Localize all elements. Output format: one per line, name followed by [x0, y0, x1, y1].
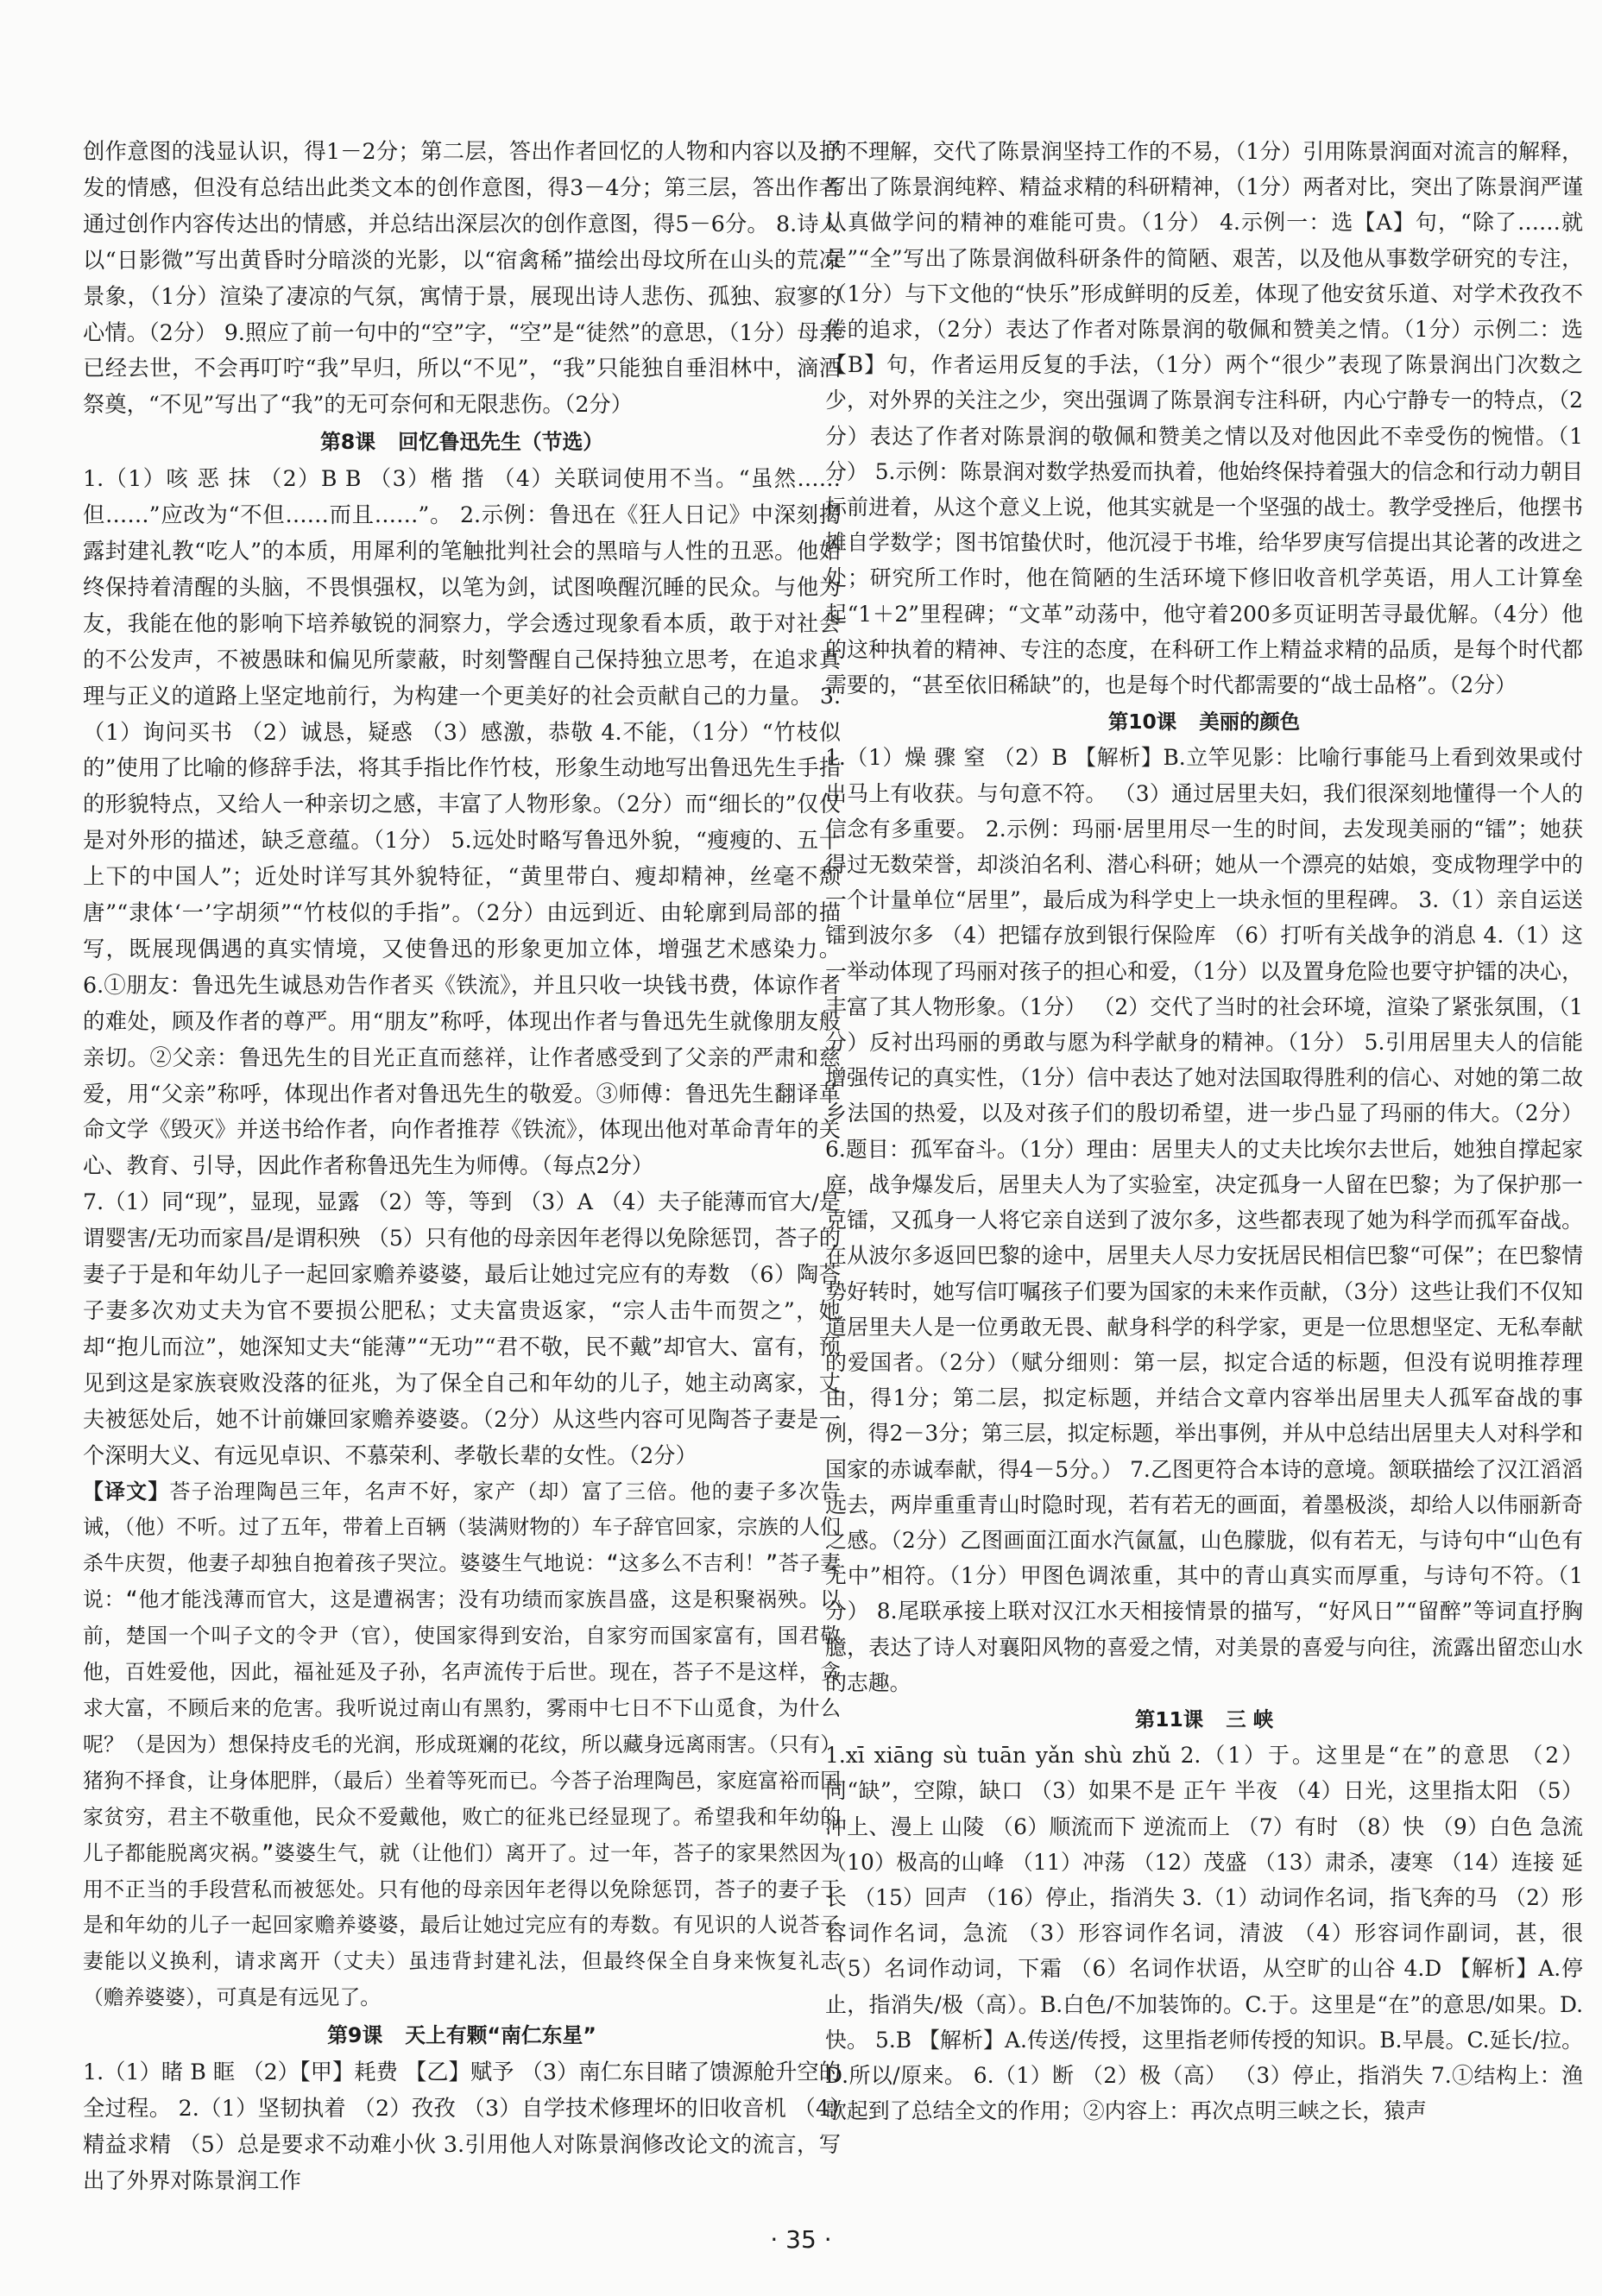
lesson7-answers-continued: 创作意图的浅显认识，得1－2分；第二层，答出作者回忆的人物和内容以及抒发的情感，但没有总结出此类文本的创作意图，得3－4分；第三层，答出作者通过创作内容传达出的情感，并总结出深层次的创作意图，得5－6分。 8.诗人以“日影微”写出黄昏时分暗淡的光影，以“宿禽稀”描绘出母坟所在山头的荒凉景象，（1分）渲染了凄凉的气氛，寓情于景，展现出诗人悲伤、孤独、寂寥的心情。（2分） 9.照应了前一句中的“空”字，“空”是“徒然”的意思，（1分）母亲已经去世，不会再叮咛“我”早归，所以“不见”，“我”只能独自垂泪林中，滴酒祭奠，“不见”写出了“我”的无可奈何和无限悲伤。（2分）	[83, 139, 841, 418]
lesson9-number: 第9课	[327, 2023, 383, 2048]
lesson8-title: 回忆鲁迅先生（节选）	[398, 430, 604, 455]
lesson11-number: 第11课	[1134, 1706, 1204, 1731]
lesson11-heading	[825, 1702, 1583, 1738]
page-number: · 35 ·	[770, 2225, 832, 2254]
lesson8-heading	[83, 425, 841, 461]
lesson10-answers: 1.（1）燥 骤 窒 （2）B 【解析】B.立竿见影：比喻行事能马上看到效果或付出马上有收获。与句意不符。 （3）通过居里夫妇，我们很深刻地懂得一个人的信念有多重要。 2.示例：玛丽·居里用尽一生的时间，去发现美丽的“镭”；她获得过无数荣誉，却淡泊名利、潜心科研；她从一个漂亮的姑娘，变成物理学中的一个计量单位“居里”，最后成为科学史上一块永恒的里程碑。 3.（1）亲自运送镭到波尔多 （4）把镭存放到银行保险库 （6）打听有关战争的消息 4.（1）这一举动体现了玛丽对孩子的担心和爱，（1分）以及置身危险也要守护镭的决心，丰富了其人物形象。（1分） （2）交代了当时的社会环境，渲染了紧张氛围，（1分）反衬出玛丽的勇敢与愿为科学献身的精神。（1分） 5.引用居里夫人的信能增强传记的真实性，（1分）信中表达了她对法国取得胜利的信心、对她的第二故乡法国的热爱，以及对孩子们的殷切希望，进一步凸显了玛丽的伟大。（2分） 6.题目：孤军奋斗。（1分）理由：居里夫人的丈夫比埃尔去世后，她独自撑起家庭，战争爆发后，居里夫人为了实验室，决定孤身一人留在巴黎；为了保护那一克镭，又孤身一人将它亲自送到了波尔多，这些都表现了她为科学而孤军奋战。在从波尔多返回巴黎的途中，居里夫人尽力安抚居民相信巴黎“可保”；在巴黎情势好转时，她写信叮嘱孩子们要为国家的未来作贡献，（3分）这些让我们不仅知道居里夫人是一位勇敢无畏、献身科学的科学家，更是一位思想坚定、无私奉献的爱国者。（2分）（赋分细则：第一层，拟定合适的标题，但没有说明推荐理由，得1分；第二层，拟定标题，并结合文章内容举出居里夫人孤军奋战的事例，得2－3分；第三层，拟定标题，举出事例，并从中总结出居里夫人对科学和国家的赤诚奉献，得4－5分。） 7.乙图更符合本诗的意境。颔联描绘了汉江滔滔远去，两岸重重青山时隐时现，若有若无的画面，着墨极淡，却给人以伟丽新奇之感。（2分）乙图画面江面水汽氤氲，山色朦胧，似有若无，与诗句中“山色有无中”相符。（1分）甲图色调浓重，其中的青山真实而厚重，与诗句不符。（1分） 8.尾联承接上联对汉江水天相接情景的描写，“好风日”“留醉”等词直抒胸臆，表达了诗人对襄阳风物的喜爱之情，对美景的喜爱与向往，流露出留恋山水的志趣。	[825, 745, 1583, 1695]
lesson11-title: 三 峡	[1226, 1706, 1274, 1731]
lesson10-heading	[825, 704, 1583, 740]
lesson8-translation	[83, 1474, 841, 2017]
lesson9-heading	[83, 2018, 841, 2054]
lesson9-title: 天上有颗“南仁东星”	[405, 2023, 596, 2048]
lesson11-answers: 1.xī xiāng sù tuān yǎn shù zhǔ 2.（1）于。这里是“在”的意思 （2）同“缺”，空隙，缺口 （3）如果不是 正午 半夜 （4）日光，这里指太阳 （5）冲上、漫上 山陵 （6）顺流而下 逆流而上 （7）有时 （8）快 （9）白色 急流 （10）极高的山峰 （11）冲荡 （12）茂盛 （13）肃杀，凄寒 （14）连接 延长 （15）回声 （16）停止，指消失 3.（1）动词作名词，指飞奔的马 （2）形容词作名词，急流 （3）形容词作名词，清波 （4）形容词作副词，甚，很 （5）名词作动词，下霜 （6）名词作状语，从空旷的山谷 4.D 【解析】A.停止，指消失/极（高）。B.白色/不加装饰的。C.于。这里是“在”的意思/如果。D.快。 5.B 【解析】A.传送/传授，这里指老师传授的知识。B.早晨。C.延长/拉。D.所以/原来。 6.（1）断 （2）极（高） （3）停止，指消失 7.①结构上：渔歌起到了总结全文的作用；②内容上：再次点明三峡之长，猿声	[825, 1743, 1583, 2124]
lesson8-number: 第8课	[319, 430, 376, 455]
right-column	[825, 134, 1583, 2129]
lesson9-answers-continued: 的不理解，交代了陈景润坚持工作的不易，（1分）引用陈景润面对流言的解释，写出了陈景润纯粹、精益求精的科研精神，（1分）两者对比，突出了陈景润严谨认真做学问的精神的难能可贵。（1分） 4.示例一：选【A】句，“除了……就是”“全”写出了陈景润做科研条件的简陋、艰苦，以及他从事数学研究的专注，（1分）与下文他的“快乐”形成鲜明的反差，体现了他安贫乐道、对学术孜孜不倦的追求，（2分）表达了作者对陈景润的敬佩和赞美之情。（1分）示例二：选【B】句，作者运用反复的手法，（1分）两个“很少”表现了陈景润出门次数之少，对外界的关注之少，突出强调了陈景润专注科研，内心宁静专一的特点，（2分）表达了作者对陈景润的敬佩和赞美之情以及对他因此不幸受伤的惋惜。（1分） 5.示例：陈景润对数学热爱而执着，他始终保持着强大的信念和行动力朝目标前进着，从这个意义上说，他其实就是一个坚强的战士。教学受挫后，他摆书摊自学数学；图书馆蛰伏时，他沉浸于书堆，给华罗庚写信提出其论著的改进之处；研究所工作时，他在简陋的生活环境下修旧收音机学英语，用人工计算垒起“1＋2”里程碑；“文革”动荡中，他守着200多页证明苦寻最优解。（4分）他的这种执着的精神、专注的态度，在科研工作上精益求精的品质，是每个时代都需要的，“甚至依旧稀缺”的，也是每个时代都需要的“战士品格”。（2分）	[825, 139, 1583, 698]
lesson10-number: 第10课	[1107, 710, 1177, 735]
lesson8-answers: 1.（1）咳 恶 抹 （2）B B （3）楷 揩 （4）关联词使用不当。“虽然……但……”应改为“不但……而且……”。 2.示例：鲁迅在《狂人日记》中深刻揭露封建礼教“吃人”的本质，用犀利的笔触批判社会的黑暗与人性的丑恶。他始终保持着清醒的头脑，不畏惧强权，以笔为剑，试图唤醒沉睡的民众。与他为友，我能在他的影响下培养敏锐的洞察力，学会透过现象看本质，敢于对社会的不公发声，不被愚昧和偏见所蒙蔽，时刻警醒自己保持独立思考，在追求真理与正义的道路上坚定地前行，为构建一个更美好的社会贡献自己的力量。 3.（1）询问买书 （2）诚恳，疑惑 （3）感激，恭敬 4.不能，（1分）“竹枝似的”使用了比喻的修辞手法，将其手指比作竹枝，形象生动地写出鲁迅先生手指的形貌特点，又给人一种亲切之感，丰富了人物形象。（2分）而“细长的”仅仅是对外形的描述，缺乏意蕴。（1分） 5.远处时略写鲁迅外貌，“瘦瘦的、五十上下的中国人”；近处时详写其外貌特征，“黄里带白、瘦却精神，丝毫不颓唐”“隶体‘一’字胡须”“竹枝似的手指”。（2分）由远到近、由轮廓到局部的描写，既展现偶遇的真实情境，又使鲁迅的形象更加立体，增强艺术感染力。 6.①朋友：鲁迅先生诚恳劝告作者买《铁流》，并且只收一块钱书费，体谅作者的难处，顾及作者的尊严。用“朋友”称呼，体现出作者与鲁迅先生就像朋友般亲切。②父亲：鲁迅先生的目光正直而慈祥，让作者感受到了父亲的严肃和慈爱，用“父亲”称呼，体现出作者对鲁迅先生的敬爱。③师傅：鲁迅先生翻译革命文学《毁灭》并送书给作者，向作者推荐《铁流》，体现出他对革命青年的关心、教育、引导，因此作者称鲁迅先生为师傅。（每点2分）	[83, 466, 841, 1179]
lesson8-question7: 7.（1）同“现”，显现，显露 （2）等，等到 （3）A （4）夫子能薄而官大/是谓婴害/无功而家昌/是谓积殃 （5）只有他的母亲因年老得以免除惩罚，荅子的妻子于是和年幼儿子一起回家赡养婆婆，最后让她过完应有的寿数 （6）陶荅子妻多次劝丈夫为官不要损公肥私；丈夫富贵返家，“宗人击牛而贺之”，她却“抱儿而泣”，她深知丈夫“能薄”“无功”“君不敬，民不戴”却官大、富有，预见到这是家族衰败没落的征兆，为了保全自己和年幼的儿子，她主动离家，丈夫被惩处后，她不计前嫌回家赡养婆婆。（2分）从这些内容可见陶荅子妻是一个深明大义、有远见卓识、不慕荣利、孝敬长辈的女性。（2分）	[83, 1189, 841, 1468]
translation-text: 荅子治理陶邑三年，名声不好，家产（却）富了三倍。他的妻子多次告诫，（他）不听。过了五年，带着上百辆（装满财物的）车子辞官回家，宗族的人们杀牛庆贺，他妻子却独自抱着孩子哭泣。婆婆生气地说：“这多么不吉利！”荅子妻说：“他才能浅薄而官大，这是遭祸害；没有功绩而家族昌盛，这是积聚祸殃。以前，楚国一个叫子文的令尹（官），使国家得到安治，自家穷而国家富有，国君敬他，百姓爱他，因此，福祉延及子孙，名声流传于后世。现在，荅子不是这样，贪求大富，不顾后来的危害。我听说过南山有黑豹，雾雨中七日不下山觅食，为什么呢？（是因为）想保持皮毛的光润，形成斑斓的花纹，所以藏身远离雨害。（只有）猪狗不择食，让身体肥胖，（最后）坐着等死而已。今荅子治理陶邑，家庭富裕而国家贫穷，君主不敬重他，民众不爱戴他，败亡的征兆已经显现了。希望我和年幼的儿子都能脱离灾祸。”婆婆生气，就（让他们）离开了。过一年，荅子的家果然因为用不正当的手段营私而被惩处。只有他的母亲因年老得以免除惩罚，荅子的妻子于是和年幼的儿子一起回家赡养婆婆，最后让她过完应有的寿数。有见识的人说荅子妻能以义换利，请求离开（丈夫）虽违背封建礼法，但最终保全自身来恢复礼志（赡养婆婆），可真是有远见了。	[83, 1479, 842, 2010]
left-column	[83, 134, 841, 2199]
lesson10-title: 美丽的颜色	[1199, 710, 1301, 735]
translation-label: 【译文】	[83, 1479, 170, 1504]
lesson9-answers: 1.（1）睹 B 眶 （2）【甲】耗费 【乙】赋予 （3）南仁东目睹了馈源舱升空的全过程。 2.（1）坚韧执着 （2）孜孜 （3）自学技术修理坏的旧收音机 （4）精益求精 （5）总是要求不动难小伙 3.引用他人对陈景润修改论文的流言，写出了外界对陈景润工作	[83, 2059, 841, 2193]
